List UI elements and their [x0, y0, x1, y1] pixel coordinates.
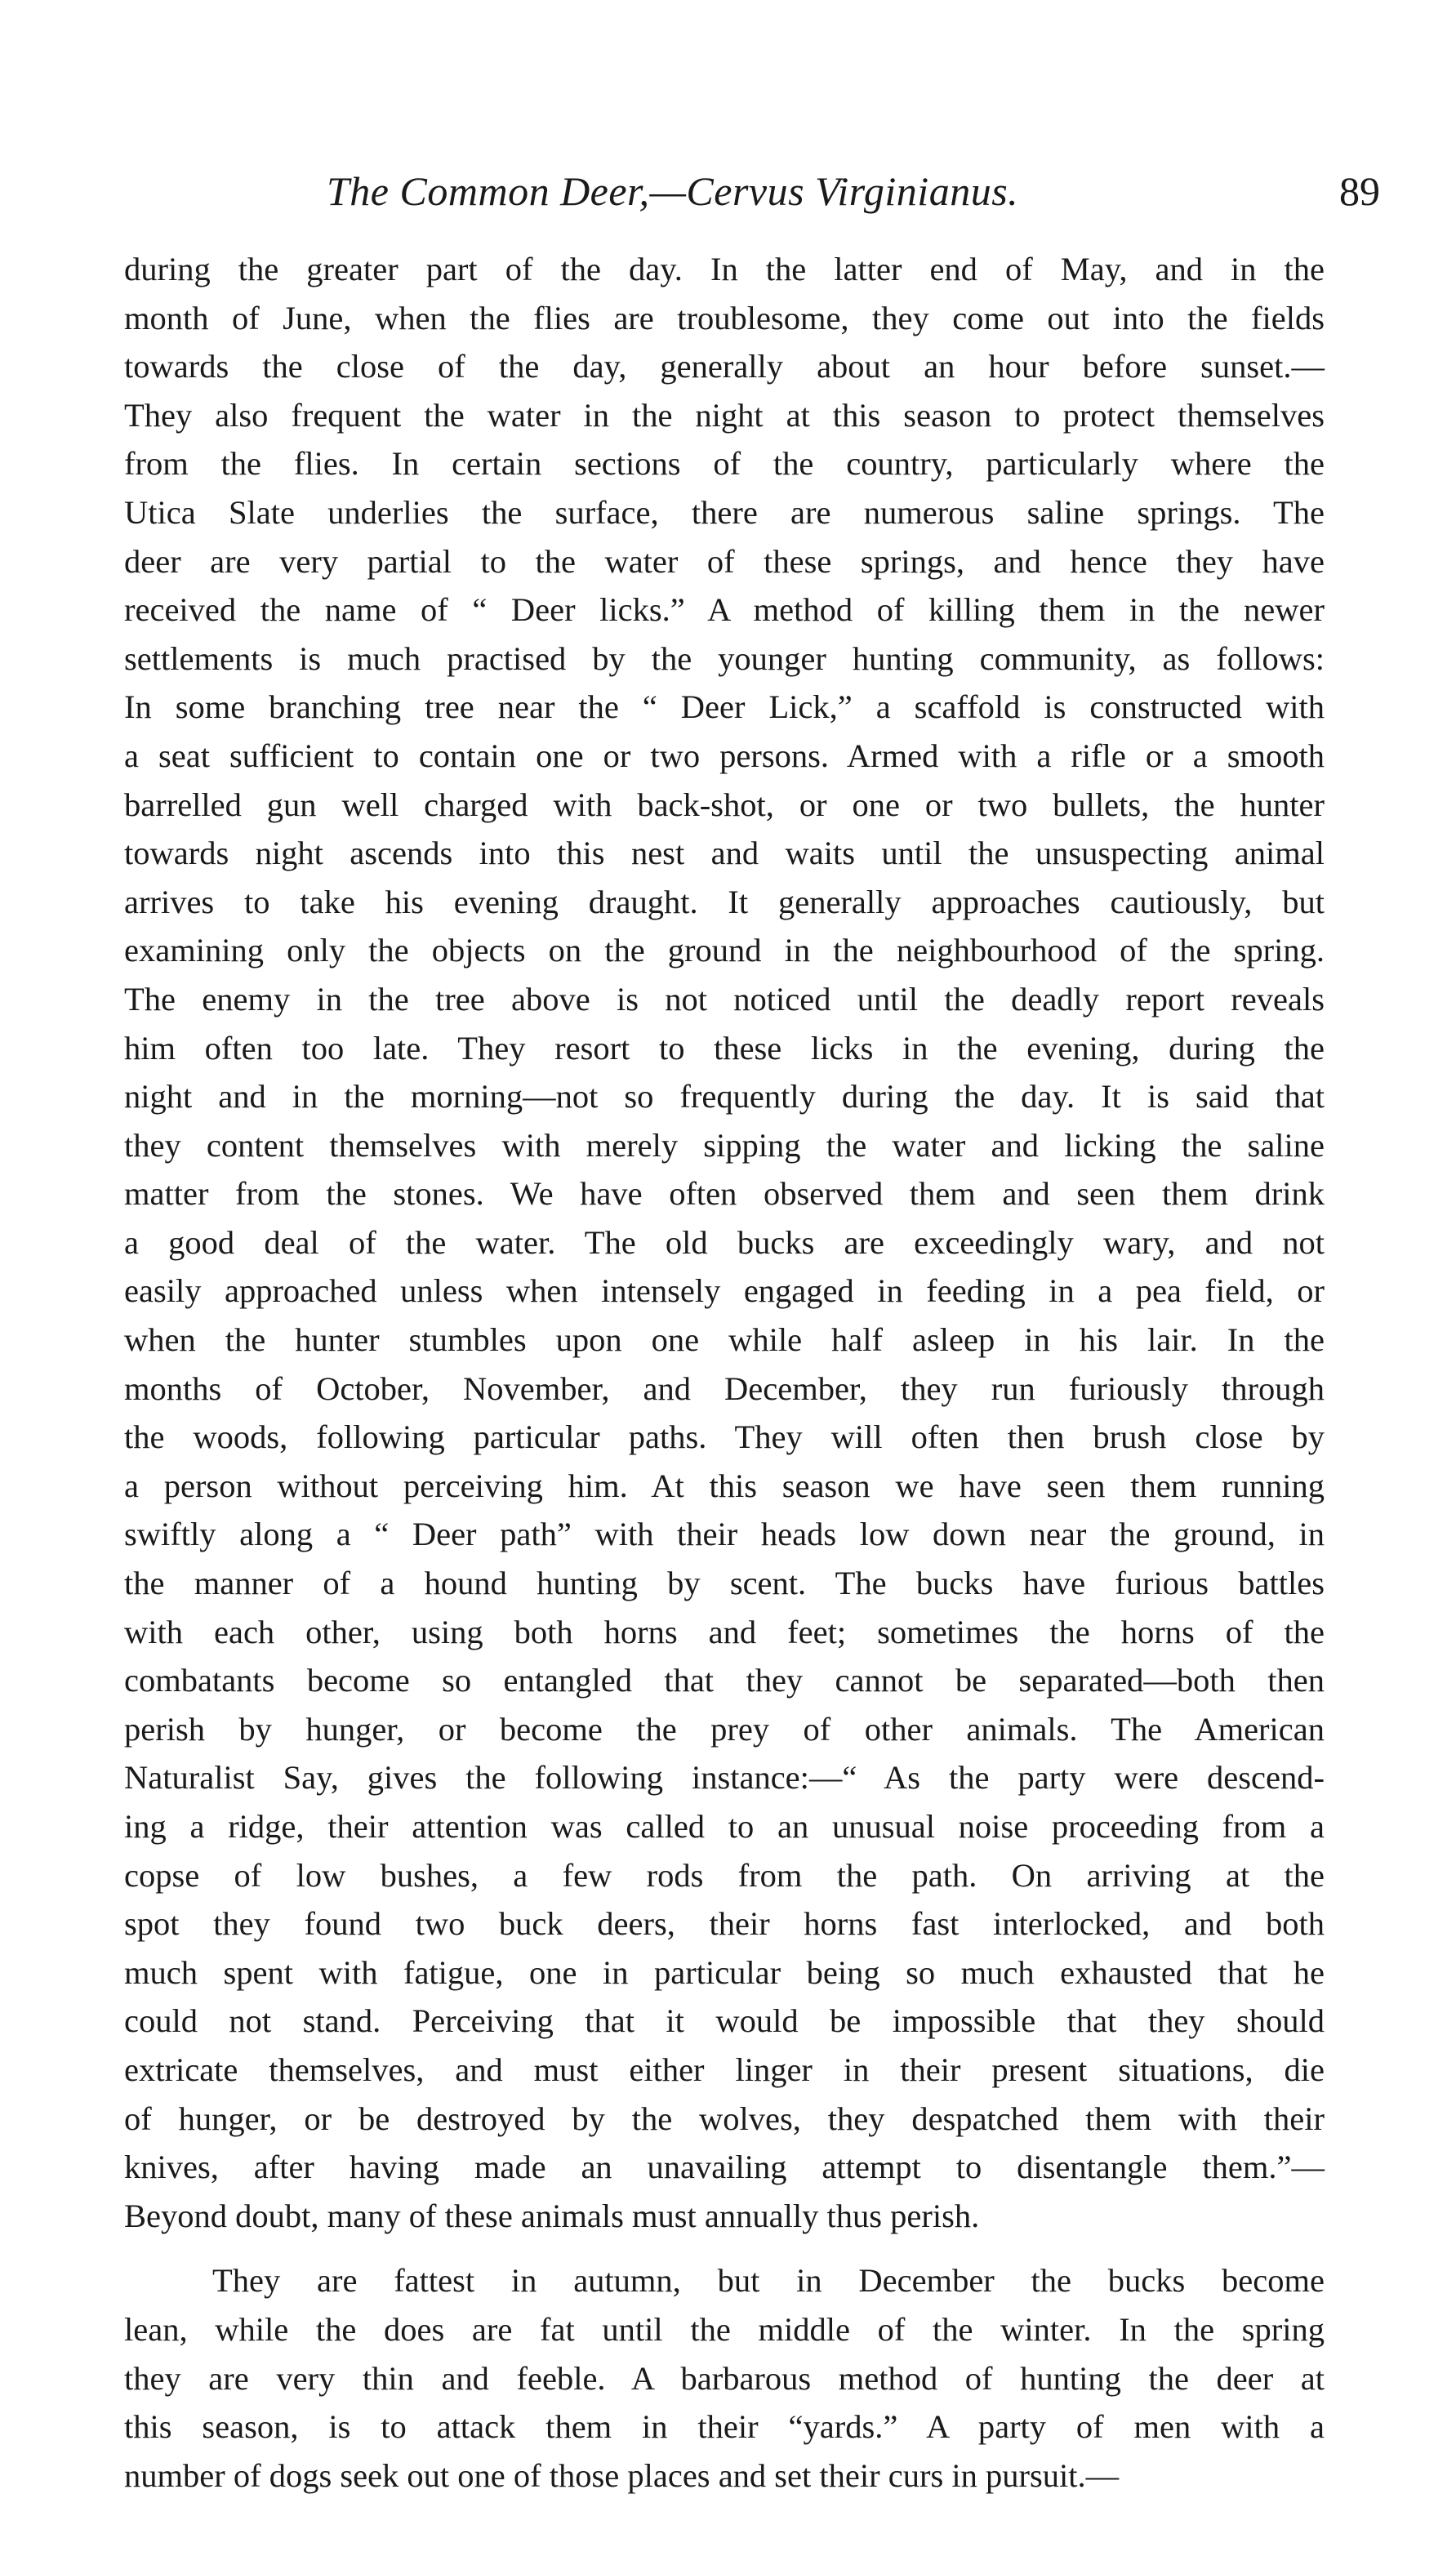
text-line-content: the manner of a hound hunting by scent. The bucks have furious battles — [124, 1565, 1325, 1602]
text-line — [124, 1753, 1325, 1802]
text-line-content: knives, after having made an unavailing attempt to disentangle them.”— — [124, 2149, 1325, 2186]
text-line-content: perish by hunger, or become the prey of other animals. The American — [124, 1710, 1325, 1748]
text-line-content: the woods, following particular paths. They will often then brush close by — [124, 1418, 1325, 1456]
text-line-content: a good deal of the water. The old bucks are exceedingly wary, and not — [124, 1223, 1325, 1261]
text-line — [124, 2305, 1325, 2354]
text-line — [124, 1462, 1325, 1511]
text-line — [124, 1365, 1325, 1414]
text-line-content: towards the close of the day, generally about an hour before sunset.— — [124, 348, 1325, 385]
text-line — [124, 1413, 1325, 1462]
text-line-content: when the hunter stumbles upon one while half asleep in his lair. In the — [124, 1321, 1325, 1359]
text-line — [124, 2256, 1325, 2305]
text-line-content: they content themselves with merely sipping the water and licking the saline — [124, 1126, 1325, 1164]
paragraph-1 — [124, 245, 1325, 2240]
text-line-content: a person without perceiving him. At this season we have seen them running — [124, 1467, 1325, 1504]
text-line — [124, 1559, 1325, 1608]
running-title: The Common Deer,—Cervus Virginianus. — [327, 168, 1019, 214]
text-line — [124, 1072, 1325, 1121]
text-line — [124, 1948, 1325, 1997]
text-line — [124, 488, 1325, 537]
text-line-content: they are very thin and feeble. A barbarous method of hunting the deer at — [124, 2359, 1325, 2397]
text-line-content: him often too late. They resort to these licks in the evening, during the — [124, 1029, 1325, 1067]
text-line — [124, 926, 1325, 975]
text-line — [124, 1705, 1325, 1754]
text-line-content: matter from the stones. We have often observed them and seen them drink — [124, 1175, 1325, 1213]
text-line — [124, 732, 1325, 781]
paragraph-2 — [124, 2256, 1325, 2500]
text-line — [124, 586, 1325, 635]
text-line-content: night and in the morning—not so frequently during the day. It is said that — [124, 1078, 1325, 1116]
text-line — [124, 342, 1325, 391]
text-line-content: They also frequent the water in the night at this season to protect themselves — [124, 396, 1325, 434]
text-line-content: during the greater part of the day. In the latter end of May, and in the — [124, 251, 1325, 287]
text-line — [124, 635, 1325, 684]
text-line — [124, 245, 1325, 294]
text-line-content: They are fattest in autumn, but in December the bucks become — [212, 2262, 1325, 2300]
text-line-content: lean, while the does are fat until the middle of the winter. In the spring — [124, 2310, 1325, 2348]
text-line-content: easily approached unless when intensely engaged in feeding in a pea field, or — [124, 1272, 1325, 1310]
text-line-content: much spent with fatigue, one in particular being so much exhausted that he — [124, 1953, 1325, 1991]
text-line-content: received the name of “ Deer licks.” A method of killing them in the newer — [124, 591, 1325, 629]
text-line — [124, 1267, 1325, 1316]
text-line-content: from the flies. In certain sections of the country, particularly where the — [124, 445, 1325, 483]
text-line-content: ing a ridge, their attention was called to an unusual noise proceeding from a — [124, 1808, 1325, 1845]
text-line-content: Naturalist Say, gives the following instance:—“ As the party were descend- — [124, 1759, 1325, 1797]
text-line-content: swiftly along a “ Deer path” with their heads low down near the ground, in — [124, 1516, 1325, 1553]
page-header — [327, 167, 1380, 216]
text-line — [124, 2095, 1325, 2144]
text-line — [124, 391, 1325, 440]
text-line — [124, 781, 1325, 830]
text-line-content: Beyond doubt, many of these animals must annually thus perish. — [124, 2197, 980, 2234]
text-line-content: In some branching tree near the “ Deer Lick,” a scaffold is constructed with — [124, 688, 1325, 726]
text-line — [124, 294, 1325, 343]
text-line — [124, 1121, 1325, 1170]
text-line-content: with each other, using both horns and feet; sometimes the horns of the — [124, 1613, 1325, 1650]
text-line — [124, 1510, 1325, 1559]
text-line-content: this season, is to attack them in their “yards.” A party of men with a — [124, 2408, 1325, 2446]
text-line — [124, 2402, 1325, 2451]
text-line-content: settlements is much practised by the younger hunting community, as follows: — [124, 639, 1325, 677]
text-line — [124, 829, 1325, 878]
text-line — [124, 439, 1325, 488]
paragraph-gap — [124, 2240, 1325, 2256]
text-line-content: month of June, when the flies are troublesome, they come out into the fields — [124, 299, 1325, 336]
body-text — [124, 245, 1325, 2500]
text-line-content: deer are very partial to the water of these springs, and hence they have — [124, 542, 1325, 580]
text-line — [124, 683, 1325, 732]
text-line-content: spot they found two buck deers, their horns fast interlocked, and both — [124, 1905, 1325, 1943]
text-line — [124, 1608, 1325, 1657]
text-line — [124, 1899, 1325, 1948]
text-line — [124, 878, 1325, 927]
text-line-content: arrives to take his evening draught. It generally approaches cautiously, but — [124, 883, 1325, 920]
text-line — [124, 1169, 1325, 1218]
text-line-content: barrelled gun well charged with back-shot, or one or two bullets, the hunter — [124, 786, 1325, 823]
text-line — [124, 1024, 1325, 1073]
text-line — [124, 1851, 1325, 1900]
text-line-content: copse of low bushes, a few rods from the path. On arriving at the — [124, 1856, 1325, 1894]
text-line-content: of hunger, or be destroyed by the wolves, they despatched them with their — [124, 2100, 1325, 2137]
text-line — [124, 1316, 1325, 1365]
text-line-content: months of October, November, and December, they run furiously through — [124, 1369, 1325, 1407]
text-line — [124, 975, 1325, 1024]
text-line — [124, 2046, 1325, 2095]
text-line — [124, 2143, 1325, 2192]
page-number: 89 — [1339, 168, 1380, 214]
text-line-content: The enemy in the tree above is not noticed until the deadly report reveals — [124, 980, 1325, 1018]
text-line — [124, 537, 1325, 586]
text-line — [124, 2354, 1325, 2403]
text-line-content: number of dogs seek out one of those places and set their curs in pursuit.— — [124, 2456, 1120, 2494]
text-line — [124, 1218, 1325, 1267]
text-line — [124, 1656, 1325, 1705]
text-line-content: examining only the objects on the ground in the neighbourhood of the spring. — [124, 932, 1325, 969]
text-line-content: towards night ascends into this nest and waits until the unsuspecting animal — [124, 835, 1325, 872]
text-line-content: combatants become so entangled that they cannot be separated—both then — [124, 1662, 1325, 1699]
text-line — [124, 1802, 1325, 1851]
text-line — [124, 1997, 1325, 2046]
text-line-content: could not stand. Perceiving that it would be impossible that they should — [124, 2002, 1325, 2040]
text-line-content: Utica Slate underlies the surface, there are numerous saline springs. The — [124, 493, 1325, 531]
text-line — [124, 2451, 1325, 2500]
text-line-content: a seat sufficient to contain one or two persons. Armed with a rifle or a smooth — [124, 737, 1325, 774]
text-line — [124, 2192, 1325, 2241]
text-line-content: extricate themselves, and must either linger in their present situations, die — [124, 2051, 1325, 2088]
